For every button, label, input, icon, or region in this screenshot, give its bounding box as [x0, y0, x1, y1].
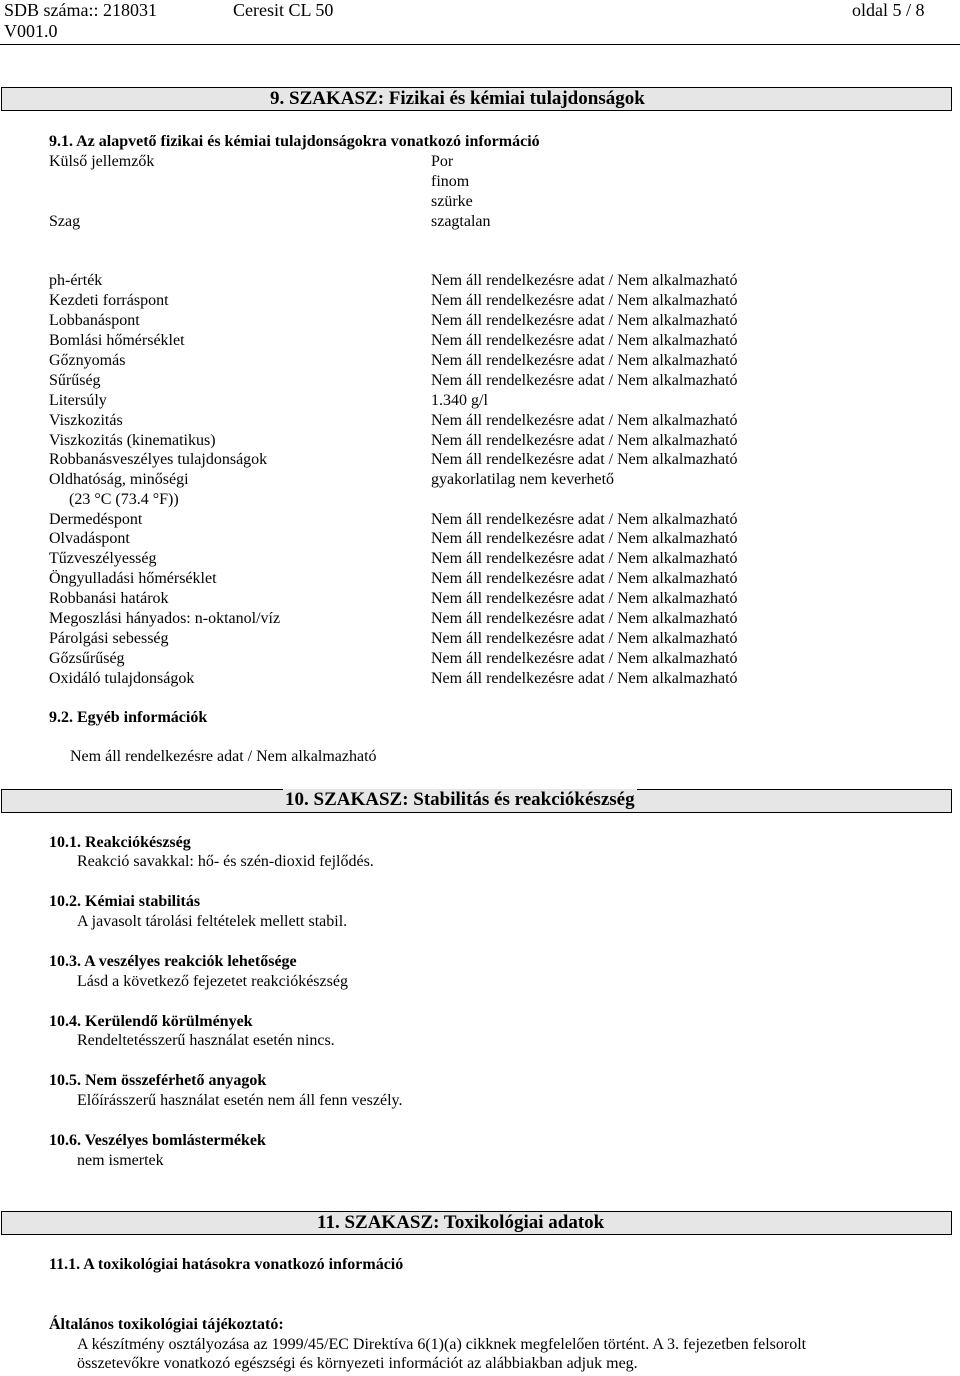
- property-value: Nem áll rendelkezésre adat / Nem alkalmazható: [431, 372, 738, 389]
- property-value: Nem áll rendelkezésre adat / Nem alkalmazható: [431, 451, 738, 468]
- property-row: [49, 650, 809, 670]
- property-value: Nem áll rendelkezésre adat / Nem alkalmazható: [431, 570, 738, 587]
- property-label: Litersúly: [49, 392, 107, 409]
- property-value: Nem áll rendelkezésre adat / Nem alkalmazható: [431, 550, 738, 567]
- subsection-9-2-text: Nem áll rendelkezésre adat / Nem alkalmazható: [70, 748, 377, 765]
- property-label: Öngyulladási hőmérséklet: [49, 570, 217, 587]
- subsection-9-1-title: 9.1. Az alapvető fizikai és kémiai tulajdonságokra vonatkozó információ: [49, 133, 540, 150]
- section-10-title: 10. SZAKASZ: Stabilitás és reakciókészség: [285, 789, 635, 810]
- property-value: Nem áll rendelkezésre adat / Nem alkalmazható: [431, 670, 738, 687]
- version: V001.0: [4, 21, 58, 41]
- general-tox-title: Általános toxikológiai tájékoztató:: [49, 1316, 284, 1333]
- property-row: [49, 352, 809, 372]
- property-label: Viszkozitás: [49, 412, 123, 429]
- general-tox-line-1: A készítmény osztályozása az 1999/45/EC Direktíva 6(1)(a) cikknek megfelelően történt. A 3. fejezetben felsorolt: [77, 1336, 807, 1353]
- property-value: gyakorlatilag nem keverhető: [431, 471, 615, 488]
- property-row: [49, 530, 809, 550]
- subsection-10-6-text: nem ismertek: [77, 1152, 164, 1169]
- property-row: [49, 432, 809, 452]
- property-row: [49, 570, 809, 590]
- property-row: [49, 272, 809, 292]
- property-row: [49, 471, 809, 491]
- appearance-value-2: finom: [431, 173, 470, 190]
- subsection-10-3-text: Lásd a következő fejezetet reakciókészség: [77, 973, 348, 990]
- property-label: Kezdeti forráspont: [49, 292, 169, 309]
- odor-label: Szag: [49, 213, 81, 230]
- property-label: Tűzveszélyesség: [49, 550, 157, 567]
- property-value: Nem áll rendelkezésre adat / Nem alkalmazható: [431, 511, 738, 528]
- subsection-10-6-title: 10.6. Veszélyes bomlástermékek: [49, 1132, 266, 1149]
- appearance-value-3: szürke: [431, 193, 473, 210]
- subsection-10-4-text: Rendeltetésszerű használat esetén nincs.: [77, 1032, 335, 1049]
- property-row: [49, 491, 809, 511]
- property-row: [49, 332, 809, 352]
- property-value: Nem áll rendelkezésre adat / Nem alkalmazható: [431, 352, 738, 369]
- property-label: Bomlási hőmérséklet: [49, 332, 185, 349]
- property-value: Nem áll rendelkezésre adat / Nem alkalmazható: [431, 630, 738, 647]
- property-label: Robbanásveszélyes tulajdonságok: [49, 451, 268, 468]
- property-label: Oxidáló tulajdonságok: [49, 670, 195, 687]
- property-label: Lobbanáspont: [49, 312, 140, 329]
- property-label: Oldhatóság, minőségi: [49, 471, 189, 488]
- subsection-10-5-text: Előírásszerű használat esetén nem áll fenn veszély.: [77, 1092, 403, 1109]
- property-value: Nem áll rendelkezésre adat / Nem alkalmazható: [431, 610, 738, 627]
- property-value: Nem áll rendelkezésre adat / Nem alkalmazható: [431, 292, 738, 309]
- property-value: Nem áll rendelkezésre adat / Nem alkalmazható: [431, 332, 738, 349]
- property-row: [49, 451, 809, 471]
- property-value: 1.340 g/l: [431, 392, 488, 409]
- property-value: Nem áll rendelkezésre adat / Nem alkalmazható: [431, 272, 738, 289]
- property-row: [49, 610, 809, 630]
- property-row: [49, 372, 809, 392]
- section-9-title: 9. SZAKASZ: Fizikai és kémiai tulajdonságok: [270, 88, 645, 109]
- property-label: (23 °C (73.4 °F)): [69, 491, 179, 508]
- property-label: Sűrűség: [49, 372, 101, 389]
- property-row: [49, 392, 809, 412]
- property-label: Gőznyomás: [49, 352, 126, 369]
- header-rule: [0, 44, 960, 45]
- subsection-10-3-title: 10.3. A veszélyes reakciók lehetősége: [49, 953, 297, 970]
- property-row: [49, 590, 809, 610]
- odor-value: szagtalan: [431, 213, 491, 230]
- property-value: Nem áll rendelkezésre adat / Nem alkalmazható: [431, 650, 738, 667]
- property-row: [49, 670, 809, 690]
- property-value: Nem áll rendelkezésre adat / Nem alkalmazható: [431, 590, 738, 607]
- property-value: Nem áll rendelkezésre adat / Nem alkalmazható: [431, 432, 738, 449]
- sdb-number: SDB száma:: 218031: [4, 0, 157, 20]
- property-row: [49, 312, 809, 332]
- section-11-title: 11. SZAKASZ: Toxikológiai adatok: [317, 1212, 605, 1233]
- property-row: [49, 292, 809, 312]
- subsection-10-1-title: 10.1. Reakciókészség: [49, 834, 191, 851]
- property-row: [49, 412, 809, 432]
- property-label: Gőzsűrűség: [49, 650, 125, 667]
- property-label: Dermedéspont: [49, 511, 143, 528]
- property-row: [49, 511, 809, 531]
- subsection-10-5-title: 10.5. Nem összeférhető anyagok: [49, 1072, 267, 1089]
- subsection-10-2-text: A javasolt tárolási feltételek mellett stabil.: [77, 913, 348, 930]
- page-number: oldal 5 / 8: [852, 0, 925, 20]
- subsection-10-4-title: 10.4. Kerülendő körülmények: [49, 1013, 253, 1030]
- property-label: Olvadáspont: [49, 530, 130, 547]
- property-label: Megoszlási hányados: n-oktanol/víz: [49, 610, 281, 627]
- subsection-11-1-title: 11.1. A toxikológiai hatásokra vonatkozó információ: [49, 1256, 404, 1273]
- property-value: Nem áll rendelkezésre adat / Nem alkalmazható: [431, 530, 738, 547]
- appearance-label: Külső jellemzők: [49, 153, 155, 170]
- property-label: ph-érték: [49, 272, 103, 289]
- subsection-10-1-text: Reakció savakkal: hő- és szén-dioxid fejlődés.: [77, 853, 374, 870]
- property-row: [49, 630, 809, 650]
- property-label: Párolgási sebesség: [49, 630, 169, 647]
- property-label: Robbanási határok: [49, 590, 169, 607]
- subsection-9-2-title: 9.2. Egyéb információk: [49, 709, 208, 726]
- appearance-value-1: Por: [431, 153, 454, 170]
- property-label: Viszkozitás (kinematikus): [49, 432, 216, 449]
- subsection-10-2-title: 10.2. Kémiai stabilitás: [49, 893, 201, 910]
- property-row: [49, 550, 809, 570]
- general-tox-line-2: összetevőkre vonatkozó egészségi és környezeti információt az alábbiakban adjuk meg.: [77, 1355, 638, 1372]
- property-value: Nem áll rendelkezésre adat / Nem alkalmazható: [431, 312, 738, 329]
- property-value: Nem áll rendelkezésre adat / Nem alkalmazható: [431, 412, 738, 429]
- product-name: Ceresit CL 50: [233, 0, 334, 20]
